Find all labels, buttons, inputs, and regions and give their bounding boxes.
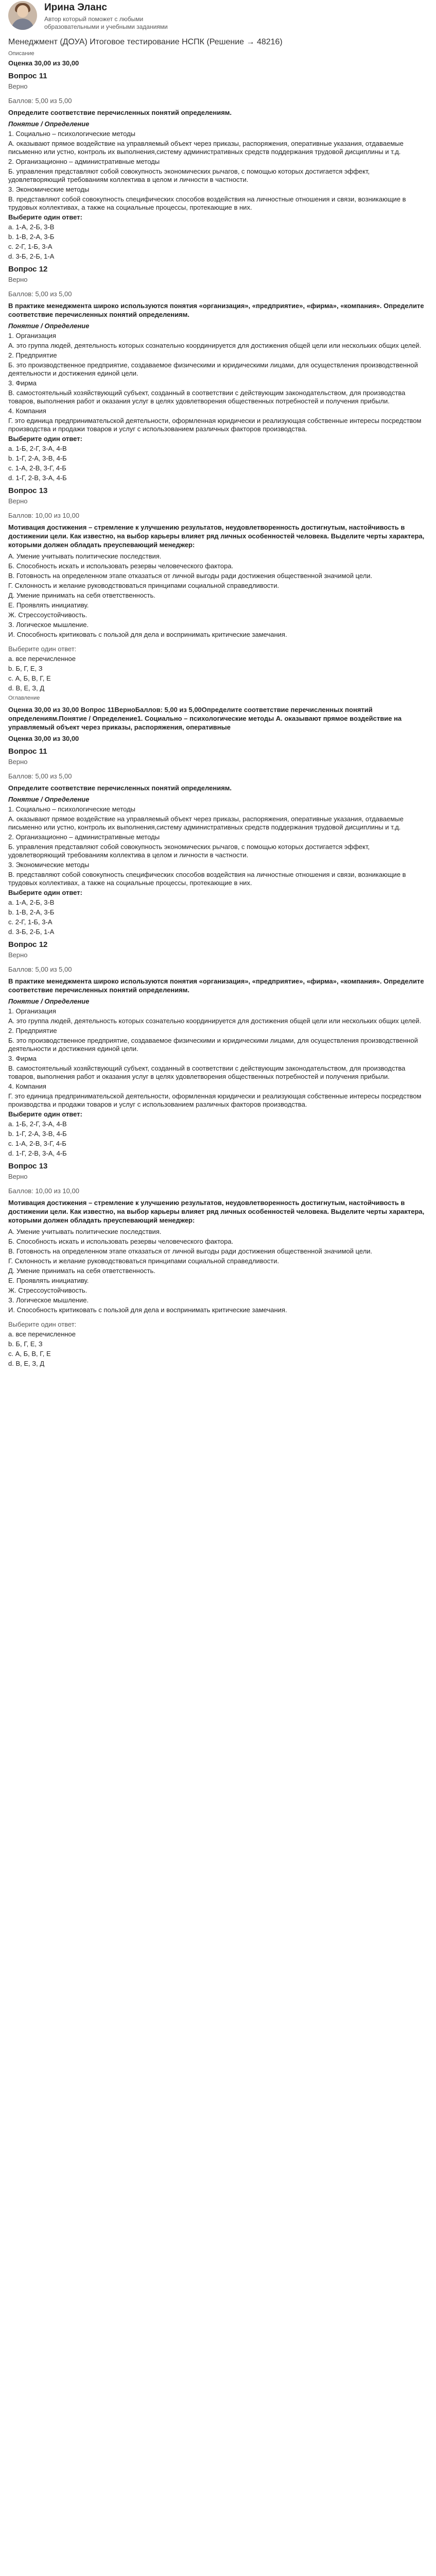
toc-label: Оглавление xyxy=(8,695,40,701)
list-item: В. Готовность на определенном этапе отказаться от личной выгоды ради достижения общественной значимой цели. xyxy=(8,572,373,580)
question-points: Баллов: 10,00 из 10,00 xyxy=(8,1187,79,1195)
answer-option[interactable]: b. Б, Г, Е, З xyxy=(8,665,43,672)
list-item: А. это группа людей, деятельность которых сознательно координируется для достижения общей цели или нескольких общих целей. xyxy=(8,342,422,349)
list-item: 3. Экономические методы xyxy=(8,185,90,193)
list-item: И. Способность критиковать с пользой для дела и воспринимать критические замечания. xyxy=(8,631,287,638)
list-item: З. Логическое мышление. xyxy=(8,1296,89,1304)
document-page xyxy=(0,1,436,1378)
answer-option[interactable]: d. В, Е, З, Д xyxy=(8,684,45,692)
author-name[interactable]: Ирина Эланс xyxy=(44,2,107,13)
list-item: Б. управления представляют собой совокупность экономических рычагов, с помощью которых достигается эффект, удовлетворяющий требованиям коллектива в целом и личности в частности. xyxy=(8,167,370,183)
answer-option[interactable]: b. 1-Г, 2-А, 3-В, 4-Б xyxy=(8,454,67,462)
page-title: Менеджмент (ДОУА) Итоговое тестирование НСПК (Решение → 48216) xyxy=(8,38,283,46)
list-item: 3. Фирма xyxy=(8,379,37,387)
question-status: Верно xyxy=(8,1173,28,1180)
list-item: А. оказывают прямое воздействие на управляемый объект через приказы, распоряжения, оперативные указания, отдаваемые письменно или устно, контроль их выполнения,систему административных средств поддержания трудовой дисциплины и т.д. xyxy=(8,815,404,831)
list-item: 1. Социально – психологические методы xyxy=(8,805,136,813)
list-item: 2. Предприятие xyxy=(8,1027,57,1035)
question-points: Баллов: 10,00 из 10,00 xyxy=(8,512,79,519)
list-item: Г. это единица предпринимательской деятельности, оформленная юридически и реализующая собственные интересы посредством производства и продажи товаров и услуг с использованием различных факторов производства. xyxy=(8,417,422,433)
answer-option[interactable]: c. 2-Г, 1-Б, 3-А xyxy=(8,918,53,926)
list-item: Е. Проявлять инициативу. xyxy=(8,601,89,609)
answer-option[interactable]: c. 1-А, 2-В, 3-Г, 4-Б xyxy=(8,1140,66,1147)
answer-option[interactable]: c. 2-Г, 1-Б, 3-А xyxy=(8,243,53,250)
choose-label: Выберите один ответ: xyxy=(8,889,82,896)
list-item: Б. управления представляют собой совокупность экономических рычагов, с помощью которых достигается эффект, удовлетворяющий требованиям коллектива в целом и личности в частности. xyxy=(8,843,370,859)
list-item: Е. Проявлять инициативу. xyxy=(8,1277,89,1284)
description-label: Описание xyxy=(8,50,34,57)
question-prompt: Мотивация достижения – стремление к улучшению результатов, неудовлетворенность достигнутым, настойчивость в достижении цели. Как известно, на выбор карьеры влияет ряд личных особенностей человека. Выделите черты характера, которыми должен обладать преуспевающий менеджер: xyxy=(8,1199,425,1224)
list-item: В. самостоятельный хозяйствующий субъект, созданный в соответствии с действующим законодательством, для производства товаров, выполнения работ и оказания услуг в целях удовлетворения общественных потребностей и получения прибыли. xyxy=(8,389,406,405)
list-item: И. Способность критиковать с пользой для дела и воспринимать критические замечания. xyxy=(8,1306,287,1314)
list-item: А. оказывают прямое воздействие на управляемый объект через приказы, распоряжения, оперативные указания, отдаваемые письменно или устно, контроль их выполнения,систему административных средств поддержания трудовой дисциплины и т.д. xyxy=(8,140,404,156)
concept-heading: Понятие / Определение xyxy=(8,322,90,330)
author-header xyxy=(8,1,428,32)
list-item: Ж. Стрессоустойчивость. xyxy=(8,611,88,619)
list-item: 2. Организационно – административные методы xyxy=(8,833,160,841)
list-item: В. представляют собой совокупность специфических способов воздействия на личностные отношения и связи, возникающие в трудовых коллективах, а также на социальные процессы, протекающие в них. xyxy=(8,195,406,211)
question-points: Баллов: 5,00 из 5,00 xyxy=(8,97,72,105)
choose-label: Выберите один ответ: xyxy=(8,1110,82,1118)
question-label: Вопрос 12 xyxy=(8,265,48,274)
repeat-score: Оценка 30,00 из 30,00 xyxy=(8,735,79,742)
list-item: А. Умение учитывать политические последствия. xyxy=(8,1228,162,1235)
list-item: 1. Социально – психологические методы xyxy=(8,130,136,138)
question-label: Вопрос 13 xyxy=(8,486,48,495)
list-item: Б. это производственное предприятие, создаваемое физическими и юридическими лицами, для осуществления производственной деятельности и достижения единой цели. xyxy=(8,1037,418,1053)
answer-option[interactable]: d. 1-Г, 2-В, 3-А, 4-Б xyxy=(8,1149,67,1157)
answer-option[interactable]: c. 1-А, 2-В, 3-Г, 4-Б xyxy=(8,464,66,472)
list-item: Г. это единица предпринимательской деятельности, оформленная юридически и реализующая собственные интересы посредством производства и продажи товаров и услуг с использованием различных факторов производства. xyxy=(8,1092,422,1108)
answer-option[interactable]: a. 1-Б, 2-Г, 3-А, 4-В xyxy=(8,1120,67,1128)
question-prompt: В практике менеджмента широко используются понятия «организация», «предприятие», «фирма», «компания». Определите соответствие перечисленных понятий определениям. xyxy=(8,977,424,994)
answer-option[interactable]: a. все перечисленное xyxy=(8,1330,76,1338)
list-item: Д. Умение принимать на себя ответственность. xyxy=(8,591,155,599)
answer-option[interactable]: b. 1-В, 2-А, 3-Б xyxy=(8,908,55,916)
answer-option[interactable]: b. 1-Г, 2-А, 3-В, 4-Б xyxy=(8,1130,67,1138)
concept-heading: Понятие / Определение xyxy=(8,795,90,803)
question-status: Верно xyxy=(8,276,28,283)
list-item: 1. Организация xyxy=(8,1007,56,1015)
list-item: 2. Организационно – административные методы xyxy=(8,158,160,165)
answer-option[interactable]: d. 3-Б, 2-Б, 1-А xyxy=(8,928,55,936)
list-item: 2. Предприятие xyxy=(8,351,57,359)
question-prompt: Определите соответствие перечисленных понятий определениям. xyxy=(8,109,232,116)
list-item: З. Логическое мышление. xyxy=(8,621,89,629)
list-item: 4. Компания xyxy=(8,1082,46,1090)
answer-option[interactable]: b. Б, Г, Е, З xyxy=(8,1340,43,1348)
score-summary: Оценка 30,00 из 30,00 xyxy=(8,59,79,67)
question-block-12 xyxy=(8,265,428,482)
toc-text: Оценка 30,00 из 30,00 Вопрос 11ВерноБаллов: 5,00 из 5,00Определите соответствие перечисленных понятий определениям.Понятие / Определение1. Социально – психологические методы А. оказывают прямое воздействие на управляемый объект через приказы, распоряжения, оперативные xyxy=(8,706,402,731)
question-label: Вопрос 13 xyxy=(8,1162,48,1171)
list-item: 1. Организация xyxy=(8,332,56,340)
question-block-11-repeat xyxy=(8,747,428,936)
answer-option[interactable]: d. 1-Г, 2-В, 3-А, 4-Б xyxy=(8,474,67,482)
concept-heading: Понятие / Определение xyxy=(8,120,90,128)
question-prompt: Определите соответствие перечисленных понятий определениям. xyxy=(8,784,232,792)
answer-option[interactable]: c. А, Б, В, Г, Е xyxy=(8,674,51,682)
list-item: Г. Склонность и желание руководствоваться принципами социальной справедливости. xyxy=(8,582,280,589)
question-points: Баллов: 5,00 из 5,00 xyxy=(8,290,72,298)
question-label: Вопрос 12 xyxy=(8,940,48,949)
question-status: Верно xyxy=(8,82,28,90)
choose-label: Выберите один ответ: xyxy=(8,435,82,443)
list-item: В. Готовность на определенном этапе отказаться от личной выгоды ради достижения общественной значимой цели. xyxy=(8,1247,373,1255)
list-item: Б. Способность искать и использовать резервы человеческого фактора. xyxy=(8,1238,234,1245)
choose-label: Выберите один ответ: xyxy=(8,213,82,221)
answer-option[interactable]: d. В, Е, З, Д xyxy=(8,1360,45,1367)
question-status: Верно xyxy=(8,758,28,766)
list-item: 4. Компания xyxy=(8,407,46,415)
list-item: Г. Склонность и желание руководствоваться принципами социальной справедливости. xyxy=(8,1257,280,1265)
concept-heading: Понятие / Определение xyxy=(8,997,90,1005)
list-item: Ж. Стрессоустойчивость. xyxy=(8,1286,88,1294)
avatar[interactable] xyxy=(8,1,37,30)
question-block-11 xyxy=(8,72,428,261)
choose-label: Выберите один ответ: xyxy=(8,645,77,653)
author-info xyxy=(44,1,188,31)
choose-label: Выберите один ответ: xyxy=(8,1320,77,1328)
list-item: 3. Фирма xyxy=(8,1055,37,1062)
question-block-12-repeat xyxy=(8,940,428,1158)
question-points: Баллов: 5,00 из 5,00 xyxy=(8,965,72,973)
answer-option[interactable]: a. все перечисленное xyxy=(8,655,76,663)
list-item: Д. Умение принимать на себя ответственность. xyxy=(8,1267,155,1275)
question-status: Верно xyxy=(8,951,28,959)
question-prompt: Мотивация достижения – стремление к улучшению результатов, неудовлетворенность достигнутым, настойчивость в достижении цели. Как известно, на выбор карьеры влияет ряд личных особенностей человека. Выделите черты характера, которыми должен обладать преуспевающий менеджер: xyxy=(8,523,425,549)
question-block-13 xyxy=(8,486,428,692)
answer-option[interactable]: a. 1-А, 2-Б, 3-В xyxy=(8,223,55,231)
list-item: В. представляют собой совокупность специфических способов воздействия на личностные отношения и связи, возникающие в трудовых коллективах, а также на социальные процессы, протекающие в них. xyxy=(8,871,406,887)
answer-option[interactable]: d. 3-Б, 2-Б, 1-А xyxy=(8,252,55,260)
list-item: А. это группа людей, деятельность которых сознательно координируется для достижения общей цели или нескольких общих целей. xyxy=(8,1017,422,1025)
question-prompt: В практике менеджмента широко используются понятия «организация», «предприятие», «фирма», «компания». Определите соответствие перечисленных понятий определениям. xyxy=(8,302,424,318)
answer-option[interactable]: c. А, Б, В, Г, Е xyxy=(8,1350,51,1358)
list-item: Б. Способность искать и использовать резервы человеческого фактора. xyxy=(8,562,234,570)
list-item: 3. Экономические методы xyxy=(8,861,90,869)
list-item: В. самостоятельный хозяйствующий субъект, созданный в соответствии с действующим законодательством, для производства товаров, выполнения работ и оказания услуг в целях удовлетворения общественных потребностей и получения прибыли. xyxy=(8,1064,406,1080)
question-label: Вопрос 11 xyxy=(8,72,47,80)
question-status: Верно xyxy=(8,497,28,505)
question-label: Вопрос 11 xyxy=(8,747,47,756)
answer-option[interactable]: a. 1-Б, 2-Г, 3-А, 4-В xyxy=(8,445,67,452)
question-points: Баллов: 5,00 из 5,00 xyxy=(8,772,72,780)
list-item: Б. это производственное предприятие, создаваемое физическими и юридическими лицами, для осуществления производственной деятельности и достижения единой цели. xyxy=(8,361,418,377)
author-description: Автор который поможет с любыми образовательными и учебными заданиями xyxy=(44,15,168,30)
answer-option[interactable]: b. 1-В, 2-А, 3-Б xyxy=(8,233,55,241)
list-item: А. Умение учитывать политические последствия. xyxy=(8,552,162,560)
question-block-13-repeat xyxy=(8,1162,428,1368)
answer-option[interactable]: a. 1-А, 2-Б, 3-В xyxy=(8,899,55,906)
